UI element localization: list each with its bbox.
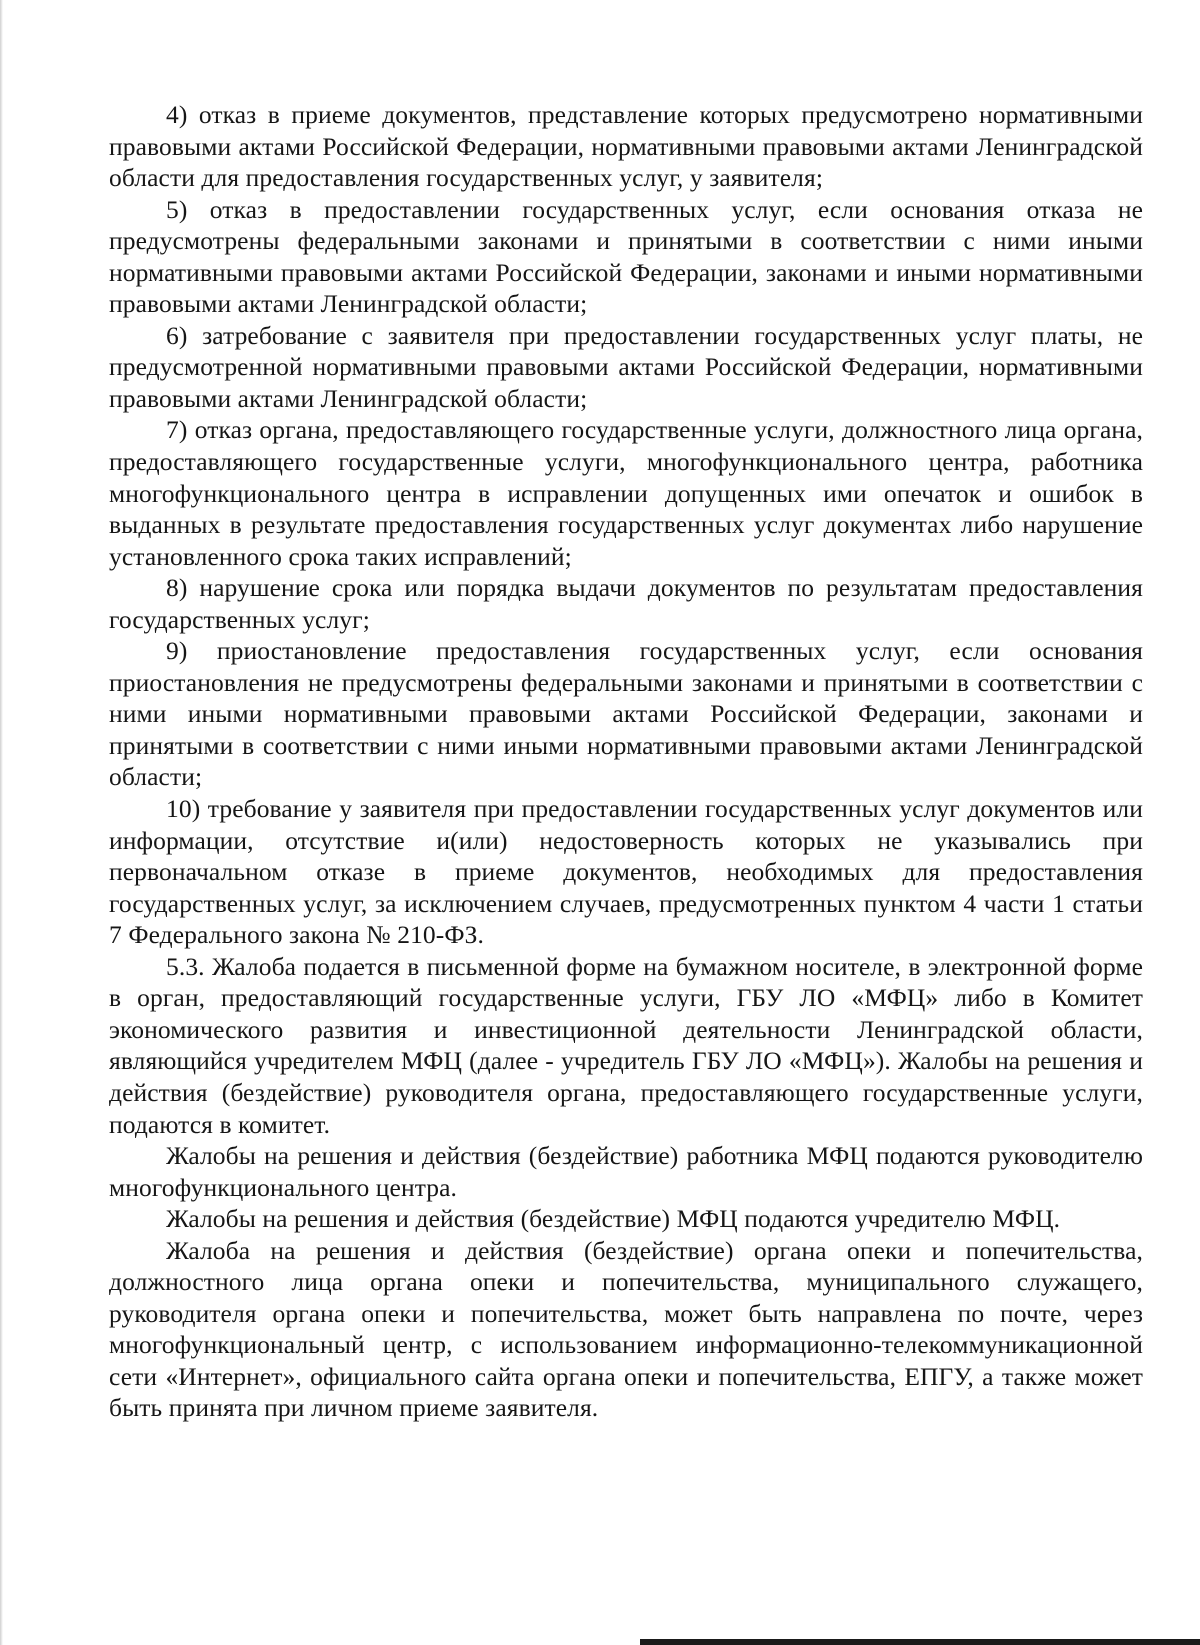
scan-bottom-bar [640, 1639, 1200, 1645]
paragraph-complaints-mfc-employee: Жалобы на решения и действия (бездействие) работника МФЦ подаются руководителю многофункционального центра. [109, 1141, 1143, 1202]
paragraph-item-9: 9) приостановление предоставления государственных услуг, если основания приостановления не предусмотрены федеральными законами и принятыми в соответствии с ними иными нормативными правовыми актами Российской Федерации, законами и принятыми в соответствии с ними иными нормативными правовыми актами Ленинградской области; [109, 636, 1143, 792]
scan-left-edge [0, 0, 3, 1645]
paragraph-item-7: 7) отказ органа, предоставляющего государственные услуги, должностного лица органа, предоставляющего государственные услуги, многофункционального центра, работника многофункционального центра в исправлении допущенных ими опечаток и ошибок в выданных в результате предоставления государственных услуг документах либо нарушение установленного срока таких исправлений; [109, 415, 1143, 571]
paragraph-section-5-3: 5.3. Жалоба подается в письменной форме на бумажном носителе, в электронной форме в орган, предоставляющий государственные услуги, ГБУ ЛО «МФЦ» либо в Комитет экономического развития и инвестиционной деятельности Ленинградской области, являющийся учредителем МФЦ (далее - учредитель ГБУ ЛО «МФЦ»). Жалобы на решения и действия (бездействие) руководителя органа, предоставляющего государственные услуги, подаются в комитет. [109, 951, 1143, 1139]
paragraph-item-10: 10) требование у заявителя при предоставлении государственных услуг документов или информации, отсутствие и(или) недостоверность которых не указывались при первоначальном отказе в приеме документов, необходимых для предоставления государственных услуг, за исключением случаев, предусмотренных пунктом 4 части 1 статьи 7 Федерального закона № 210-ФЗ. [109, 794, 1143, 950]
paragraph-item-5: 5) отказ в предоставлении государственных услуг, если основания отказа не предусмотрены федеральными законами и принятыми в соответствии с ними иными нормативными правовыми актами Российской Федерации, законами и иными нормативными правовыми актами Ленинградской области; [109, 194, 1143, 319]
paragraph-item-6: 6) затребование с заявителя при предоставлении государственных услуг платы, не предусмотренной нормативными правовыми актами Российской Федерации, нормативными правовыми актами Ленинградской области; [109, 320, 1143, 413]
paragraph-item-8: 8) нарушение срока или порядка выдачи документов по результатам предоставления государственных услуг; [109, 573, 1143, 634]
paragraph-item-4: 4) отказ в приеме документов, представление которых предусмотрено нормативными правовыми актами Российской Федерации, нормативными правовыми актами Ленинградской области для предоставления государственных услуг, у заявителя; [109, 100, 1143, 193]
paragraph-complaints-mfc: Жалобы на решения и действия (бездействие) МФЦ подаются учредителю МФЦ. [166, 1204, 1061, 1234]
paragraph-complaint-guardianship: Жалоба на решения и действия (бездействие) органа опеки и попечительства, должностного лица органа опеки и попечительства, муниципального служащего, руководителя органа опеки и попечительства, может быть направлена по почте, через многофункциональный центр, с использованием информационно-телекоммуникационной сети «Интернет», официального сайта органа опеки и попечительства, ЕПГУ, а также может быть принята при личном приеме заявителя. [109, 1235, 1143, 1423]
document-body [109, 99, 1143, 1424]
